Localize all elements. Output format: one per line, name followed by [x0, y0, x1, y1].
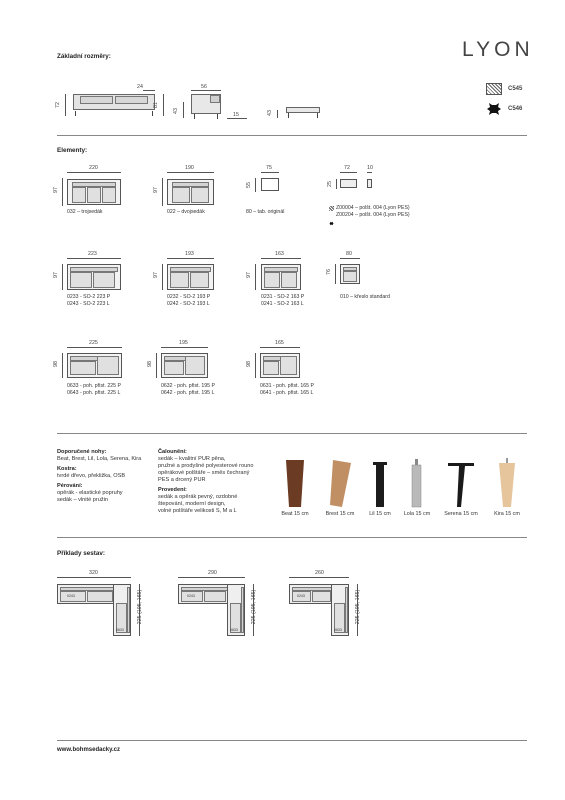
leg-beat — [286, 460, 304, 507]
element-caption: 0631 - poh. přist. 165 P — [260, 383, 314, 389]
dim-label: 97 — [52, 187, 59, 193]
spec-line: štepování, moderní design, — [158, 501, 226, 507]
set-example-3 — [289, 568, 389, 643]
element-0232-drawing — [167, 264, 214, 290]
element-0632-drawing — [161, 353, 208, 378]
dim-label: 223 — [88, 251, 97, 257]
dim-label: 15 — [233, 112, 239, 118]
dim-label: 225 — [89, 340, 98, 346]
brand-logo: LYON — [462, 38, 534, 61]
element-caption: 010 – křeslo standard — [340, 294, 390, 300]
element-caption: 0641 - poh. přist. 165 L — [260, 390, 314, 396]
dim-label: 98 — [52, 361, 59, 367]
module-code: 0633 — [230, 628, 238, 632]
spec-line: pružné a prodyšné polyesterové rouno — [158, 463, 254, 469]
dim-label: 75 — [266, 165, 272, 171]
dim-label: 165 — [275, 340, 284, 346]
dim-label: 290 — [208, 570, 217, 576]
dim-label: 10 — [367, 165, 373, 171]
leg-brest — [330, 460, 351, 507]
dim-label: 72 — [344, 165, 350, 171]
sets-title: Příklady sestav: — [57, 550, 105, 557]
dim-label: 97 — [152, 187, 159, 193]
divider — [57, 433, 527, 434]
leg-lola-post — [412, 465, 421, 507]
element-caption: 0231 - SO-2 163 P — [261, 294, 305, 300]
dim-label: 163 — [275, 251, 284, 257]
element-caption: 0242 - SO-2 193 L — [167, 301, 210, 307]
divider — [57, 537, 527, 538]
leg-label: Beat 15 cm — [281, 511, 309, 517]
set-example-2 — [178, 568, 278, 643]
element-caption: 0643 - poh. přist. 225 L — [67, 390, 121, 396]
specs-col-2 — [158, 449, 278, 515]
dim-label: 225 (195, 165) — [137, 589, 144, 625]
spec-line: sedák a opěrák pevný, ozdobné — [158, 494, 238, 500]
dim-label: 43 — [266, 110, 273, 116]
element-80-drawing — [261, 178, 279, 191]
dim-label: 72 — [54, 102, 61, 108]
leg-label: Kira 15 cm — [494, 511, 520, 517]
element-caption: 0642 - poh. přist. 195 L — [161, 390, 215, 396]
material-code: C545 — [508, 86, 523, 92]
spec-heading: Provedení: — [158, 487, 187, 493]
spec-line: tvrdé dřevo, překližka, OSB — [57, 473, 126, 479]
dim-label: 190 — [185, 165, 194, 171]
module-code: 0243 — [297, 594, 305, 598]
leg-label: Lola 15 cm — [403, 511, 431, 517]
leg-kira — [499, 463, 515, 507]
dim-label: 80 — [346, 251, 352, 257]
pillow-front-drawing — [340, 179, 357, 188]
dim-label: 98 — [146, 361, 153, 367]
dim-label: 25 — [326, 181, 333, 187]
leg-serena — [448, 463, 474, 507]
legs-illustration — [278, 455, 528, 510]
pouf-side-view — [286, 107, 320, 113]
dim-label: 220 — [89, 165, 98, 171]
element-caption: 0243 - SO-2 223 L — [67, 301, 110, 307]
leather-hide-icon — [329, 213, 334, 218]
spec-line: opěrák - elastické popruhy — [57, 490, 123, 496]
element-caption: 0241 - SO-2 163 L — [261, 301, 304, 307]
element-caption: 022 – dvojsedák — [167, 209, 205, 215]
element-caption: 0632 - poh. přist. 195 P — [161, 383, 215, 389]
divider — [57, 740, 527, 741]
module-code: 0633 — [334, 628, 342, 632]
dim-label: 43 — [172, 108, 179, 114]
basic-dims-title: Základní rozměry: — [57, 53, 111, 60]
divider — [57, 135, 527, 136]
fabric-swatch-icon — [486, 83, 502, 95]
pillow-side-drawing — [367, 179, 372, 188]
sofa-front-view — [73, 94, 155, 110]
specs-col-1 — [57, 449, 157, 504]
elements-row-1 — [52, 162, 527, 222]
leather-hide-icon — [486, 102, 502, 116]
element-caption: 80 – tab. originál — [246, 209, 285, 215]
dim-label: 76 — [325, 269, 332, 275]
element-022-drawing — [167, 179, 214, 205]
dim-label: 193 — [185, 251, 194, 257]
dim-label: 97 — [245, 272, 252, 278]
dim-label: 195 — [179, 340, 188, 346]
spec-heading: Pérování: — [57, 483, 83, 489]
set-chaise-drawing — [331, 584, 349, 636]
dim-label: 97 — [52, 272, 59, 278]
fabric-swatch-icon — [329, 206, 334, 211]
leg-kira-bolt — [506, 458, 508, 463]
spec-line: sedák – vlnité pružin — [57, 497, 108, 503]
dim-label: 24 — [137, 84, 143, 90]
dim-label: 97 — [152, 272, 159, 278]
leg-lola — [415, 459, 418, 465]
dim-label: 225 (195, 165) — [355, 589, 362, 625]
spec-line: PES a drcený PUR — [158, 477, 206, 483]
leg-label: Lil 15 cm — [369, 511, 391, 517]
element-0633-drawing — [67, 353, 122, 378]
dim-label: 320 — [89, 570, 98, 576]
dim-label: 56 — [201, 84, 207, 90]
spec-line: Beat, Brest, Lil, Lola, Serena, Kira — [57, 456, 142, 462]
element-caption: Z00004 – polšt. 004 (Lyon PES) — [336, 205, 410, 211]
dim-label: 98 — [245, 361, 252, 367]
element-caption: 0233 - SO-2 223 P — [67, 294, 111, 300]
element-0233-drawing — [67, 264, 121, 290]
module-code: 0243 — [67, 594, 75, 598]
element-0231-drawing — [261, 264, 301, 290]
element-caption: Z00204 – polšt. 004 (Lyon PES) — [336, 212, 410, 218]
material-code: C546 — [508, 106, 523, 112]
elements-row-2 — [52, 248, 527, 318]
element-caption: 032 – trojsedák — [67, 209, 103, 215]
basic-dims-drawings — [54, 80, 337, 130]
footer-website-link[interactable]: www.bohmsedacky.cz — [57, 747, 121, 753]
set-chaise-drawing — [227, 584, 245, 636]
set-chaise-drawing — [113, 584, 131, 636]
element-010-drawing — [340, 264, 360, 284]
sofa-side-view — [191, 94, 221, 114]
spec-line: volné polštáře velikosti S, M a L — [158, 508, 237, 514]
legs-gallery — [278, 455, 528, 521]
leg-lil — [373, 462, 387, 465]
dim-label: 260 — [315, 570, 324, 576]
leg-label: Brest 15 cm — [325, 511, 355, 517]
spec-heading: Čalounění: — [158, 449, 187, 455]
module-code: 0633 — [116, 628, 124, 632]
dim-label: 55 — [245, 182, 252, 188]
elements-row-3 — [52, 338, 527, 408]
set-example-1 — [57, 568, 167, 643]
module-code: 0243 — [187, 594, 195, 598]
spec-heading: Doporučené nohy: — [57, 449, 107, 455]
dim-label: 225 (195, 165) — [251, 589, 258, 625]
leg-lil-post — [376, 465, 384, 507]
spec-heading: Kostra: — [57, 466, 77, 472]
element-032-drawing — [67, 179, 121, 205]
elements-title: Elementy: — [57, 147, 88, 154]
element-caption: 0633 - poh. přist. 225 P — [67, 383, 121, 389]
spec-line: sedák – kvalitní PUR pěna, — [158, 456, 226, 462]
dim-label: 81 — [152, 102, 159, 108]
spec-line: opěrákové polštáře – směs čechraný — [158, 470, 250, 476]
leg-label: Serena 15 cm — [444, 511, 478, 517]
element-caption: 0232 - SO-2 193 P — [167, 294, 211, 300]
element-0631-drawing — [260, 353, 300, 378]
